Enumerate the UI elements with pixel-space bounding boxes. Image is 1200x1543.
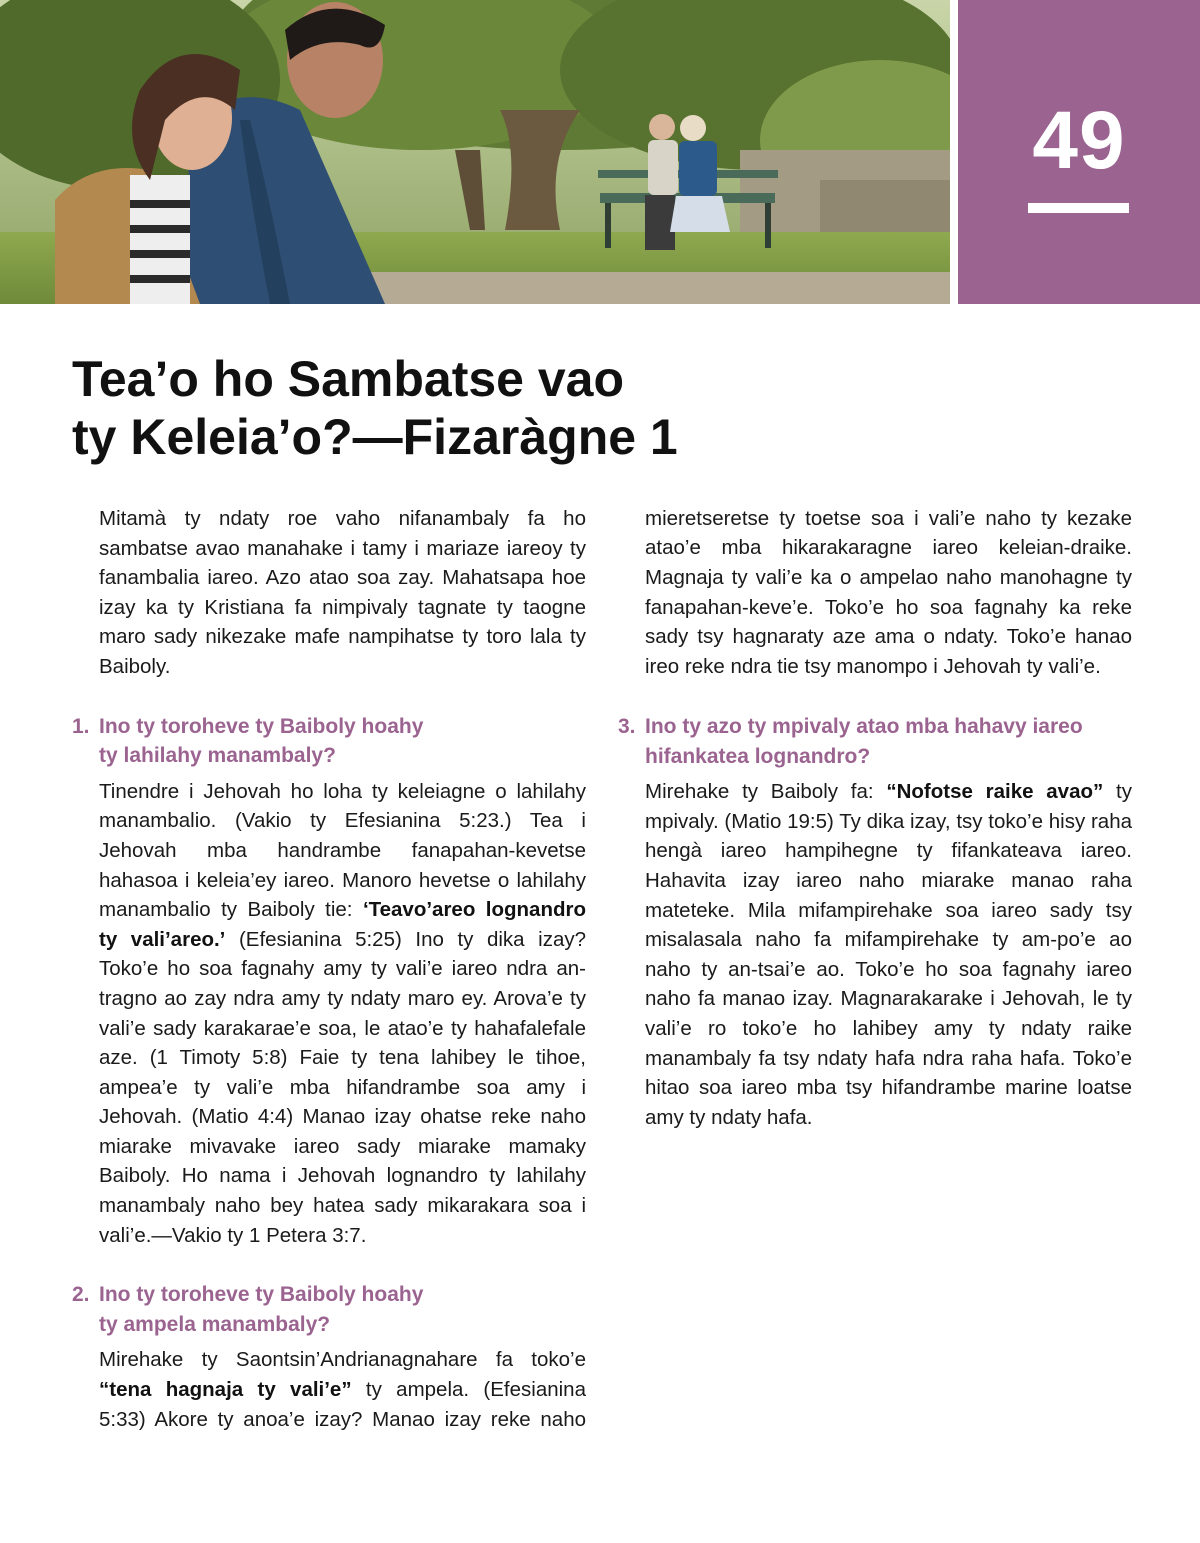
- question-1-line-2: ty lahilahy manambaly?: [99, 744, 336, 768]
- lesson-number: 49: [1032, 95, 1126, 186]
- section-1-bold: ‘Teavo’areo lognandro ty vali’areo.’: [99, 898, 586, 951]
- section-2-continuation: [618, 504, 1132, 682]
- section-3-paragraph: [645, 777, 1132, 1132]
- title-line-2: ty Keleia’o?—Fizaràgne 1: [72, 409, 678, 465]
- question-1-heading: [72, 712, 586, 771]
- hero-photo: [0, 0, 950, 304]
- section-2-paragraph-continued: [645, 504, 1132, 681]
- question-2-line-1: Ino ty toroheve ty Baiboly hoahy: [99, 1283, 424, 1307]
- question-3-heading: [618, 712, 1132, 771]
- question-3-line-2: hifankatea lognandro?: [645, 744, 871, 768]
- section-3-text-b: ty mpivaly. (Matio 19:5) Ty dika izay, tsy toko’e hisy raha hengà iareo hampihegne ty fifankateava iareo. Hahavita izay iareo naho miarake manao raha mateteke. Mila mifampirehake soa iareo sady tsy misalasala naho fa mifampirehake ty am-po’e ao naho ty an-tsai’e ao. Toko’e ho soa fagnahy iareo naho fa manao izay. Magnarakarake i Jehovah, le ty vali’e ro toko’e ho lahibey amy ty ndaty raike manambaly fa tsy ndaty hafa ndra raha hafa. Toko’e hitao soa iareo mba tsy hifandrambe marine loatse amy ty ndaty hafa.: [645, 780, 1132, 1129]
- question-2-line-2: ty ampela manambaly?: [99, 1312, 331, 1336]
- question-2-heading: [72, 1280, 586, 1339]
- left-column: [72, 504, 586, 1434]
- right-column: [618, 504, 1132, 1132]
- lesson-number-badge: [958, 0, 1200, 304]
- question-3-line-1: Ino ty azo ty mpivaly atao mba hahavy iareo: [645, 715, 1083, 738]
- badge-underline: [1028, 203, 1129, 213]
- question-1-line-1: Ino ty toroheve ty Baiboly hoahy: [99, 714, 424, 738]
- question-3-number: 3.: [618, 715, 636, 738]
- title-line-1: Tea’o ho Sambatse vao: [72, 351, 625, 407]
- section-2-bold: “tena hagnaja ty vali’e”: [99, 1378, 352, 1402]
- section-1-paragraph: [99, 777, 586, 1251]
- question-2-number: 2.: [72, 1283, 90, 1307]
- section-3-text-a: Mirehake ty Baiboly fa:: [645, 780, 887, 804]
- section-2-text-b: ty ampela. (Efesianina 5:33) Akore ty anoa’e izay? Manao izay reke naho: [99, 1378, 586, 1431]
- section-2-paragraph-start: [99, 1345, 586, 1434]
- section-1-text-a: Tinendre i Jehovah ho loha ty keleiagne o lahilahy manambalio. (Vakio ty Efesianina 5:23.) Tea i Jehovah mba handrambe fanapahan-kevetse hahasoa i keleia’ey iareo. Manoro hevetse o lahilahy manambalio ty Baiboly tie:: [99, 779, 586, 922]
- question-1-number: 1.: [72, 714, 90, 738]
- section-2-text-a: Mirehake ty Saontsin’Andrianagnahare fa toko’e: [99, 1348, 586, 1372]
- page-title: [72, 350, 872, 466]
- section-2-text-b-copy: mieretseretse ty toetse soa i vali’e naho ty kezake atao’e mba hikarakaragne iareo keleian-draike. Magnaja ty vali’e ka o ampelao naho manohagne ty fanapahan-keve’e. Toko’e ho soa fagnahy ka reke sady tsy hagnaraty aze ama o ndaty. Toko’e hanao ireo reke ndra tie tsy manompo i Jehovah ty vali’e.: [645, 506, 1132, 678]
- section-1-text-b: (Efesianina 5:25) Ino ty dika izay? Toko’e ho soa fagnahy amy ty vali’e iareo ndra an-tragno ao zay ndra amy ty ndaty maro ey. Arova’e ty vali’e sady karakarae’e soa, le atao’e ty hahafalefale aze. (1 Timoty 5:8) Faie ty tena lahibey le tihoe, ampea’e ty vali’e mba hifandrambe soa amy i Jehovah. (Matio 4:4) Manao izay ohatse reke naho miarake mivavake iareo sady miarake mamaky Baiboly. Ho nama i Jehovah lognandro ty lahilahy manambaly naho bey hatea sady mikarakara soa i vali’e.—Vakio ty 1 Petera 3:7.: [99, 927, 586, 1247]
- intro-paragraph: Mitamà ty ndaty roe vaho nifanambaly fa ho sambatse avao manahake i tamy i mariaze iareoy ty fanambalia iareo. Azo atao soa zay. Mahatsapa hoe izay ka ty Kristiana fa nimpivaly tagnate ty taogne maro sady nikezake mafe nampihatse ty toro lala ty Baiboly.: [99, 507, 586, 678]
- section-3-bold: “Nofotse raike avao”: [886, 780, 1104, 804]
